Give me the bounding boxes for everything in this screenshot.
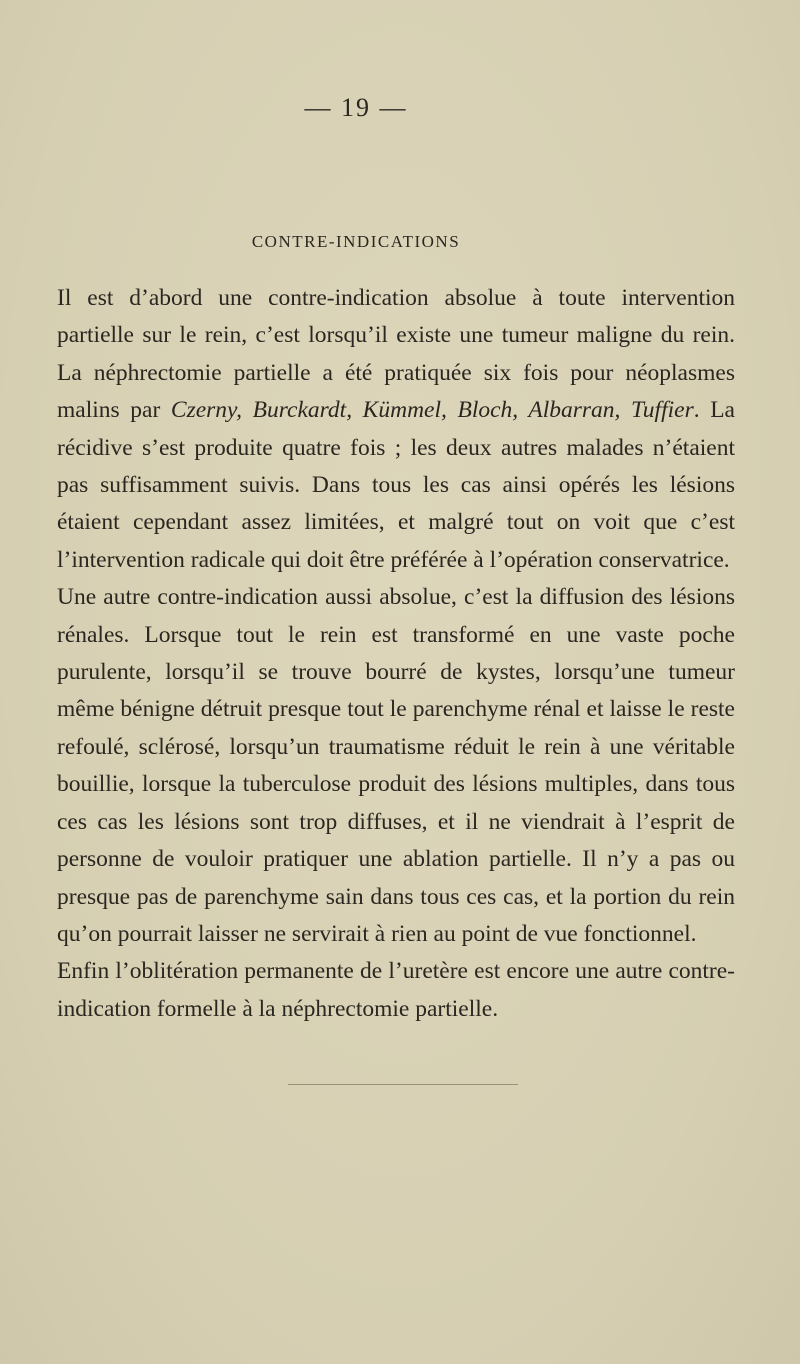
paragraph xyxy=(57,953,735,1028)
text-segment: Une autre contre-indication aussi absolue, c’est la diffusion des lésions rénales. Lorsque tout le rein est transformé en une vaste poche purulente, lorsqu’il se trouve bourré de kystes, lorsqu’une tumeur même bénigne détruit presque tout le parenchyme rénal et laisse le reste refoulé, sclérosé, lorsqu’un traumatisme réduit le rein à une véritable bouillie, lorsque la tuberculose produit des lésions multiples, dans tous ces cas les lésions sont trop diffuses, et il ne viendrait à l’esprit de personne de vouloir pratiquer une ablation partielle. Il n’y a pas ou presque pas de parenchyme sain dans tous ces cas, et la portion du rein qu’on pourrait laisser ne servirait à rien au point de vue fonctionnel. xyxy=(57,584,735,947)
section-title: CONTRE-INDICATIONS xyxy=(251,232,461,251)
paragraph xyxy=(57,579,735,953)
paragraph xyxy=(57,280,735,579)
italic-text-segment: Czerny, Burckardt, Kümmel, Bloch, Albarran, Tuffier xyxy=(170,397,694,424)
text-segment: . La récidive s’est produite quatre fois ; les deux autres malades n’étaient pas suffisamment suivis. Dans tous les cas ainsi opérés les lésions étaient cependant assez limitées, et malgré tout on voit que c’est l’intervention radicale qui doit être préférée à l’opération conservatrice. xyxy=(57,397,735,573)
body-text xyxy=(57,280,735,1028)
page-number: — 19 — xyxy=(304,93,408,122)
text-segment: Il est d’abord une contre-indication absolue à toute intervention partielle sur le rein, c’est lorsqu’il existe une tumeur maligne du rein. La néphrectomie partielle a été pratiquée six fois pour néoplasmes malins par xyxy=(57,285,735,424)
horizontal-rule xyxy=(288,1084,518,1085)
text-segment: Enfin l’oblitération permanente de l’uretère est encore une autre contre-indication formelle à la néphrectomie partielle. xyxy=(57,958,735,1022)
